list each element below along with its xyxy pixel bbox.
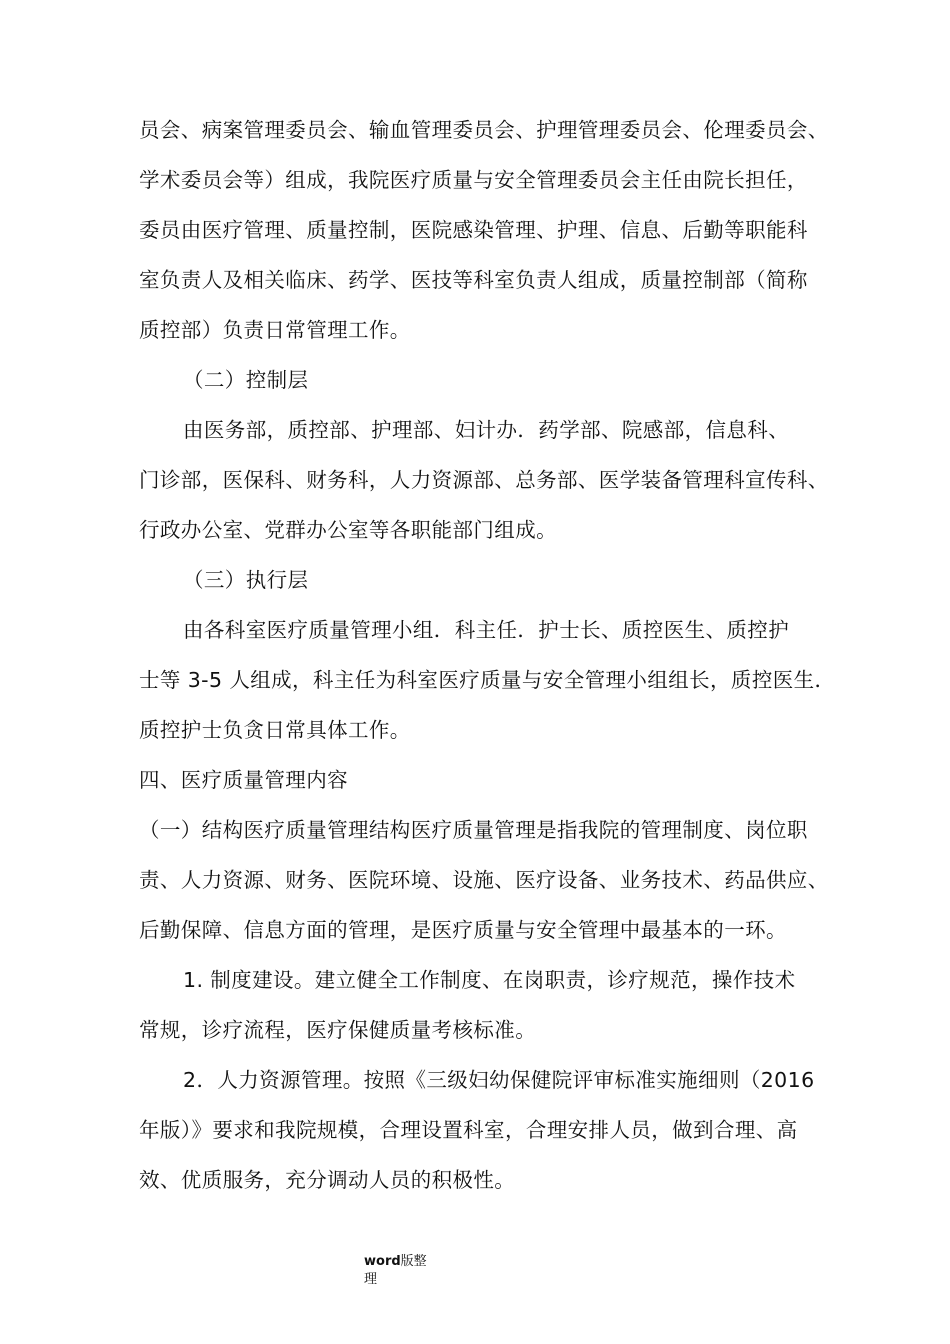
paragraph-line: 责、人力资源、财务、医院环境、设施、医疗设备、业务技术、药品供应、	[139, 868, 829, 892]
paragraph-line: 后勤保障、信息方面的管理，是医疗质量与安全管理中最基本的一环。	[139, 918, 787, 942]
paragraph-line: 行政办公室、党群办公室等各职能部门组成。	[139, 518, 557, 542]
paragraph-line: 门诊部，医保科、财务科，人力资源部、总务部、医学装备管理科宣传科、	[139, 468, 829, 492]
paragraph-line: 员会、病案管理委员会、输血管理委员会、护理管理委员会、伦理委员会、	[139, 118, 829, 142]
footer-word: word	[364, 1254, 401, 1269]
paragraph-line: 室负责人及相关临床、药学、医技等科室负责人组成，质量控制部（简称	[139, 268, 808, 292]
paragraph-line: 学术委员会等）组成，我院医疗质量与安全管理委员会主任由院长担任，	[139, 168, 808, 192]
section-heading: 四、医疗质量管理内容	[139, 768, 348, 792]
paragraph-line: 士等 3-5 人组成，科主任为科室医疗质量与安全管理小组组长，质控医生．	[139, 668, 836, 692]
paragraph-line: 质控部）负责日常管理工作。	[139, 318, 411, 342]
paragraph-line: 效、优质服务，充分调动人员的积极性。	[139, 1168, 516, 1192]
paragraph-line: 质控护士负贪日常具体工作。	[139, 718, 411, 742]
footer-line2: 理	[364, 1272, 378, 1287]
page-footer	[364, 1254, 427, 1270]
list-item: 2．人力资源管理。按照《三级妇幼保健院评审标准实施细则（2016	[183, 1068, 815, 1092]
list-item: 1. 制度建设。建立健全工作制度、在岗职责，诊疗规范，操作技术	[183, 968, 796, 992]
paragraph-line: 由各科室医疗质量管理小组．科主任．护士长、质控医生、质控护	[183, 618, 790, 642]
paragraph-line: 委员由医疗管理、质量控制，医院感染管理、护理、信息、后勤等职能科	[139, 218, 808, 242]
paragraph-line: 年版）》要求和我院规模，合理设置科室，合理安排人员，做到合理、高	[139, 1118, 798, 1142]
section-heading: （三）执行层	[183, 568, 309, 592]
section-heading: （二）控制层	[183, 368, 309, 392]
paragraph-line: 由医务部，质控部、护理部、妇计办．药学部、院感部，信息科、	[183, 418, 790, 442]
paragraph-line: （一）结构医疗质量管理结构医疗质量管理是指我院的管理制度、岗位职	[139, 818, 808, 842]
paragraph-line: 常规，诊疗流程，医疗保健质量考核标准。	[139, 1018, 537, 1042]
footer-suffix: 版整	[400, 1254, 427, 1269]
